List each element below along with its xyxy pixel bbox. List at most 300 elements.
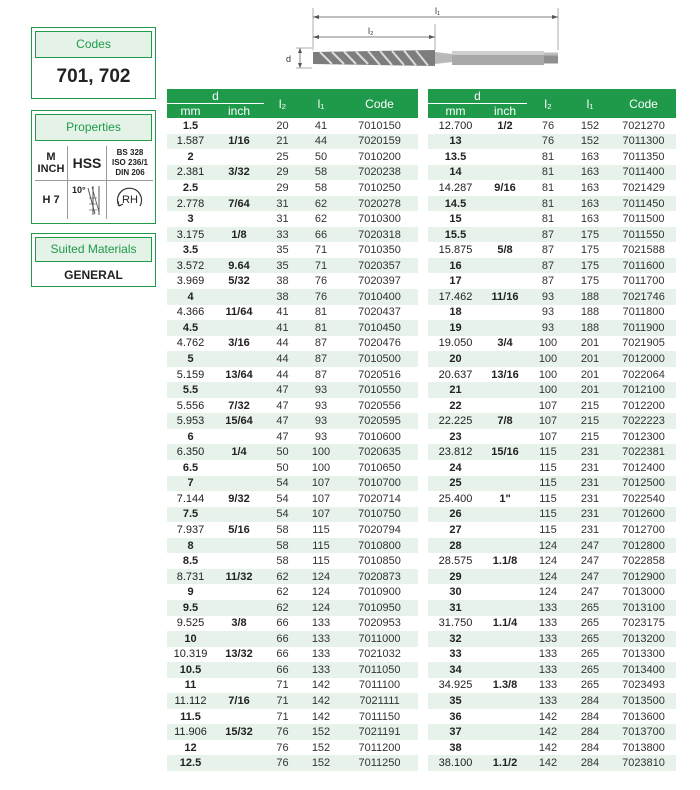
cell-mm: 8.731 — [167, 569, 214, 585]
cell-l1: 175 — [569, 242, 611, 258]
cell-inch: 1.1/4 — [483, 616, 527, 632]
cell-mm: 25.400 — [428, 491, 483, 507]
cell-l1: 215 — [569, 413, 611, 429]
cell-l2: 100 — [527, 382, 569, 398]
cell-l1: 152 — [301, 740, 341, 756]
cell-l1: 247 — [569, 538, 611, 554]
cell-l1: 81 — [301, 305, 341, 321]
cell-l1: 163 — [569, 149, 611, 165]
cell-code: 7020595 — [341, 413, 418, 429]
cell-code: 7020953 — [341, 616, 418, 632]
cell-code: 7010650 — [341, 460, 418, 476]
cell-mm: 34.925 — [428, 678, 483, 694]
cell-code: 7013300 — [611, 647, 676, 663]
cell-l1: 133 — [301, 616, 341, 632]
table-row — [167, 429, 418, 445]
cell-l2: 58 — [264, 538, 301, 554]
cell-code: 7013700 — [611, 724, 676, 740]
cell-l2: 124 — [527, 584, 569, 600]
cell-mm: 2 — [167, 149, 214, 165]
table-row — [167, 336, 418, 352]
cell-l1: 188 — [569, 320, 611, 336]
cell-code: 7010500 — [341, 351, 418, 367]
cell-inch: 11/32 — [214, 569, 264, 585]
cell-mm: 2.381 — [167, 165, 214, 181]
cell-inch — [214, 662, 264, 678]
cell-code: 7011900 — [611, 320, 676, 336]
table-row — [428, 709, 676, 725]
cell-l2: 87 — [527, 273, 569, 289]
cell-l1: 44 — [301, 134, 341, 150]
cell-l2: 76 — [527, 118, 569, 134]
cell-inch — [483, 460, 527, 476]
cell-mm: 36 — [428, 709, 483, 725]
cell-mm: 22 — [428, 398, 483, 414]
cell-code: 7013100 — [611, 600, 676, 616]
cell-mm: 25 — [428, 476, 483, 492]
table-row — [167, 678, 418, 694]
cell-l2: 33 — [264, 227, 301, 243]
table-row — [428, 755, 676, 771]
table-row — [167, 476, 418, 492]
table-row — [428, 273, 676, 289]
cell-code: 7013600 — [611, 709, 676, 725]
cell-l1: 265 — [569, 647, 611, 663]
cell-l1: 231 — [569, 507, 611, 523]
cell-l1: 87 — [301, 351, 341, 367]
table-row — [428, 413, 676, 429]
cell-l1: 100 — [301, 444, 341, 460]
cell-l1: 41 — [301, 118, 341, 134]
cell-l2: 41 — [264, 320, 301, 336]
cell-inch — [483, 398, 527, 414]
table-row — [428, 289, 676, 305]
table-row — [428, 662, 676, 678]
cell-l2: 115 — [527, 507, 569, 523]
cell-code: 7010950 — [341, 600, 418, 616]
cell-l1: 142 — [301, 693, 341, 709]
cell-inch — [483, 647, 527, 663]
cell-l2: 142 — [527, 724, 569, 740]
cell-code: 7022858 — [611, 553, 676, 569]
cell-l2: 124 — [527, 553, 569, 569]
cell-l2: 66 — [264, 616, 301, 632]
cell-mm: 35 — [428, 693, 483, 709]
cell-l2: 81 — [527, 196, 569, 212]
cell-l1: 152 — [301, 755, 341, 771]
cell-inch: 1.3/8 — [483, 678, 527, 694]
cell-inch: 3/16 — [214, 336, 264, 352]
cell-l2: 41 — [264, 305, 301, 321]
header-d: d — [428, 89, 527, 104]
cell-mm: 33 — [428, 647, 483, 663]
table-row — [428, 476, 676, 492]
cell-l1: 247 — [569, 553, 611, 569]
cell-l1: 265 — [569, 616, 611, 632]
cell-inch: 9/32 — [214, 491, 264, 507]
cell-l2: 81 — [527, 211, 569, 227]
cell-code: 7010400 — [341, 289, 418, 305]
cell-code: 7013400 — [611, 662, 676, 678]
cell-code: 7010800 — [341, 538, 418, 554]
cell-l2: 133 — [527, 678, 569, 694]
suited-materials-value: GENERAL — [64, 268, 123, 282]
table-row — [428, 553, 676, 569]
unit-cell — [35, 146, 68, 181]
cell-l2: 54 — [264, 476, 301, 492]
cell-code: 7012600 — [611, 507, 676, 523]
cell-l1: 115 — [301, 553, 341, 569]
cell-l1: 163 — [569, 196, 611, 212]
cell-inch — [483, 600, 527, 616]
cell-inch: 1/2 — [483, 118, 527, 134]
cell-l1: 107 — [301, 476, 341, 492]
cell-l1: 188 — [569, 289, 611, 305]
cell-l1: 81 — [301, 320, 341, 336]
cell-code: 7020238 — [341, 165, 418, 181]
cell-l1: 284 — [569, 693, 611, 709]
cell-l1: 284 — [569, 740, 611, 756]
header-l1: l₁ — [569, 89, 611, 118]
cell-code: 7020318 — [341, 227, 418, 243]
cell-code: 7010150 — [341, 118, 418, 134]
table-row — [167, 584, 418, 600]
header-l1: l₁ — [301, 89, 341, 118]
cell-inch — [483, 709, 527, 725]
cell-mm: 37 — [428, 724, 483, 740]
cell-code: 7011100 — [341, 678, 418, 694]
table-row — [167, 522, 418, 538]
table-row — [167, 165, 418, 181]
table-row — [428, 165, 676, 181]
cell-l2: 47 — [264, 429, 301, 445]
cell-l2: 76 — [527, 134, 569, 150]
cell-l1: 152 — [569, 134, 611, 150]
right-hand-rotation-icon — [110, 182, 150, 218]
cell-mm: 14 — [428, 165, 483, 181]
table-row — [167, 134, 418, 150]
cell-l1: 231 — [569, 491, 611, 507]
cell-mm: 6.5 — [167, 460, 214, 476]
table-row — [167, 662, 418, 678]
table-row — [428, 491, 676, 507]
cell-code: 7011600 — [611, 258, 676, 274]
cell-l1: 163 — [569, 165, 611, 181]
cell-mm: 19 — [428, 320, 483, 336]
cell-mm: 5 — [167, 351, 214, 367]
cell-l2: 87 — [527, 258, 569, 274]
cell-l2: 54 — [264, 491, 301, 507]
cell-l1: 284 — [569, 724, 611, 740]
table-row — [167, 460, 418, 476]
helix-angle-cell — [68, 181, 107, 219]
table-row — [428, 336, 676, 352]
cell-mm: 3.969 — [167, 273, 214, 289]
cell-l1: 76 — [301, 289, 341, 305]
cell-mm: 31 — [428, 600, 483, 616]
cell-mm: 4.762 — [167, 336, 214, 352]
cell-inch — [214, 118, 264, 134]
cell-l2: 20 — [264, 118, 301, 134]
cell-l2: 31 — [264, 196, 301, 212]
table-row — [167, 320, 418, 336]
cell-inch — [483, 273, 527, 289]
properties-panel — [31, 110, 156, 224]
cell-inch — [214, 507, 264, 523]
cell-inch: 13/16 — [483, 367, 527, 383]
cell-code: 7022540 — [611, 491, 676, 507]
cell-l1: 163 — [569, 211, 611, 227]
cell-code: 7010450 — [341, 320, 418, 336]
cell-inch: 3/8 — [214, 616, 264, 632]
cell-mm: 4 — [167, 289, 214, 305]
cell-inch — [214, 678, 264, 694]
cell-mm: 1.5 — [167, 118, 214, 134]
cell-code: 7011700 — [611, 273, 676, 289]
table-row — [167, 693, 418, 709]
cell-l2: 47 — [264, 382, 301, 398]
cell-l1: 284 — [569, 709, 611, 725]
cell-inch: 11/16 — [483, 289, 527, 305]
rotation-label: RH — [122, 194, 138, 206]
cell-mm: 17 — [428, 273, 483, 289]
cell-l2: 71 — [264, 678, 301, 694]
cell-l1: 115 — [301, 538, 341, 554]
cell-l1: 93 — [301, 413, 341, 429]
table-row — [428, 678, 676, 694]
standard-iso: ISO 236/1 — [111, 158, 149, 167]
cell-code: 7012500 — [611, 476, 676, 492]
cell-l2: 124 — [527, 569, 569, 585]
table-row — [428, 724, 676, 740]
cell-code: 7010250 — [341, 180, 418, 196]
label-l1: l₁ — [435, 6, 441, 16]
cell-mm: 13.5 — [428, 149, 483, 165]
cell-code: 7011500 — [611, 211, 676, 227]
cell-l1: 142 — [301, 709, 341, 725]
cell-code: 7012900 — [611, 569, 676, 585]
cell-l1: 87 — [301, 367, 341, 383]
cell-code: 7020357 — [341, 258, 418, 274]
cell-l1: 247 — [569, 584, 611, 600]
cell-l1: 265 — [569, 600, 611, 616]
table-row — [167, 569, 418, 585]
cell-inch — [483, 569, 527, 585]
cell-mm: 38.100 — [428, 755, 483, 771]
cell-l1: 231 — [569, 444, 611, 460]
cell-code: 7011200 — [341, 740, 418, 756]
cell-mm: 22.225 — [428, 413, 483, 429]
cell-code: 7021746 — [611, 289, 676, 305]
cell-mm: 3.5 — [167, 242, 214, 258]
table-row — [167, 242, 418, 258]
cell-l2: 76 — [264, 755, 301, 771]
standards-cell — [107, 146, 153, 181]
cell-l2: 133 — [527, 600, 569, 616]
cell-code: 7013500 — [611, 693, 676, 709]
cell-code: 7012200 — [611, 398, 676, 414]
cell-mm: 14.287 — [428, 180, 483, 196]
cell-l1: 231 — [569, 476, 611, 492]
cell-mm: 29 — [428, 569, 483, 585]
cell-code: 7020714 — [341, 491, 418, 507]
cell-inch — [214, 600, 264, 616]
cell-code: 7012100 — [611, 382, 676, 398]
cell-l1: 107 — [301, 491, 341, 507]
cell-code: 7010550 — [341, 382, 418, 398]
cell-mm: 28.575 — [428, 553, 483, 569]
table-row — [428, 367, 676, 383]
cell-l1: 215 — [569, 429, 611, 445]
cell-code: 7011550 — [611, 227, 676, 243]
cell-mm: 11.906 — [167, 724, 214, 740]
cell-mm: 3.175 — [167, 227, 214, 243]
cell-inch — [214, 584, 264, 600]
cell-mm: 7.5 — [167, 507, 214, 523]
cell-inch: 5/32 — [214, 273, 264, 289]
cell-l2: 115 — [527, 491, 569, 507]
cell-inch: 15/64 — [214, 413, 264, 429]
cell-mm: 7.937 — [167, 522, 214, 538]
cell-mm: 2.778 — [167, 196, 214, 212]
cell-mm: 21 — [428, 382, 483, 398]
cell-inch — [214, 289, 264, 305]
cell-l2: 142 — [527, 709, 569, 725]
cell-l2: 31 — [264, 211, 301, 227]
cell-mm: 12.5 — [167, 755, 214, 771]
table-row — [428, 134, 676, 150]
table-row — [428, 631, 676, 647]
cell-inch: 1/16 — [214, 134, 264, 150]
table-row — [428, 647, 676, 663]
header-inch: inch — [483, 104, 527, 119]
cell-l2: 71 — [264, 709, 301, 725]
cell-l2: 58 — [264, 522, 301, 538]
standard-din: DIN 206 — [115, 168, 145, 177]
cell-l2: 115 — [527, 476, 569, 492]
cell-l2: 87 — [527, 242, 569, 258]
table-row — [428, 444, 676, 460]
cell-inch — [214, 320, 264, 336]
cell-inch: 1" — [483, 491, 527, 507]
cell-mm: 30 — [428, 584, 483, 600]
cell-l1: 58 — [301, 180, 341, 196]
table-row — [167, 196, 418, 212]
cell-code: 7012300 — [611, 429, 676, 445]
cell-mm: 14.5 — [428, 196, 483, 212]
cell-l1: 142 — [301, 678, 341, 694]
cell-inch — [214, 180, 264, 196]
cell-inch: 9.64 — [214, 258, 264, 274]
cell-inch: 7/32 — [214, 398, 264, 414]
header-l2: l₂ — [527, 89, 569, 118]
label-l2: l₂ — [368, 26, 374, 36]
cell-inch — [483, 382, 527, 398]
cell-l1: 93 — [301, 398, 341, 414]
cell-l1: 100 — [301, 460, 341, 476]
cell-l1: 231 — [569, 460, 611, 476]
cell-l2: 44 — [264, 367, 301, 383]
helix-angle-label: 10° — [72, 185, 86, 195]
cell-l2: 44 — [264, 336, 301, 352]
cell-inch: 7/16 — [214, 693, 264, 709]
table-row — [167, 755, 418, 771]
cell-code: 7013200 — [611, 631, 676, 647]
table-row — [428, 600, 676, 616]
cell-l2: 21 — [264, 134, 301, 150]
cell-mm: 11 — [167, 678, 214, 694]
cell-mm: 10 — [167, 631, 214, 647]
suited-materials-panel — [31, 233, 156, 287]
cell-code: 7022064 — [611, 367, 676, 383]
cell-l1: 58 — [301, 165, 341, 181]
cell-mm: 27 — [428, 522, 483, 538]
table-row — [167, 444, 418, 460]
cell-l1: 201 — [569, 336, 611, 352]
cell-l2: 50 — [264, 460, 301, 476]
cell-l1: 124 — [301, 584, 341, 600]
cell-mm: 23 — [428, 429, 483, 445]
cell-l1: 265 — [569, 662, 611, 678]
cell-mm: 8.5 — [167, 553, 214, 569]
table-row — [428, 616, 676, 632]
cell-code: 7011800 — [611, 305, 676, 321]
cell-l1: 133 — [301, 662, 341, 678]
cell-inch: 5/16 — [214, 522, 264, 538]
cell-code: 7010350 — [341, 242, 418, 258]
cell-code: 7021191 — [341, 724, 418, 740]
cell-inch — [214, 755, 264, 771]
cell-mm: 5.953 — [167, 413, 214, 429]
cell-mm: 23.812 — [428, 444, 483, 460]
cell-mm: 16 — [428, 258, 483, 274]
table-row — [167, 289, 418, 305]
table-row — [167, 118, 418, 134]
cell-inch — [483, 522, 527, 538]
cell-l1: 93 — [301, 429, 341, 445]
cell-l1: 50 — [301, 149, 341, 165]
table-row — [428, 211, 676, 227]
cell-l1: 284 — [569, 755, 611, 771]
table-row — [428, 258, 676, 274]
cell-l1: 152 — [569, 118, 611, 134]
cell-mm: 31.750 — [428, 616, 483, 632]
table-row — [167, 491, 418, 507]
cell-l1: 133 — [301, 647, 341, 663]
table-row — [167, 180, 418, 196]
cell-inch: 1/4 — [214, 444, 264, 460]
table-row — [428, 180, 676, 196]
cell-inch — [483, 320, 527, 336]
cell-inch: 13/32 — [214, 647, 264, 663]
cell-code: 7013000 — [611, 584, 676, 600]
cell-l1: 175 — [569, 227, 611, 243]
cell-l2: 87 — [527, 227, 569, 243]
cell-inch: 7/64 — [214, 196, 264, 212]
cell-inch — [214, 351, 264, 367]
table-row — [167, 382, 418, 398]
cell-inch — [483, 429, 527, 445]
cell-inch: 5/8 — [483, 242, 527, 258]
table-row — [428, 522, 676, 538]
table-row — [428, 398, 676, 414]
cell-mm: 11.5 — [167, 709, 214, 725]
cell-inch — [483, 538, 527, 554]
cell-mm: 20.637 — [428, 367, 483, 383]
spec-table-left — [167, 89, 418, 771]
cell-mm: 26 — [428, 507, 483, 523]
cell-l1: 62 — [301, 196, 341, 212]
